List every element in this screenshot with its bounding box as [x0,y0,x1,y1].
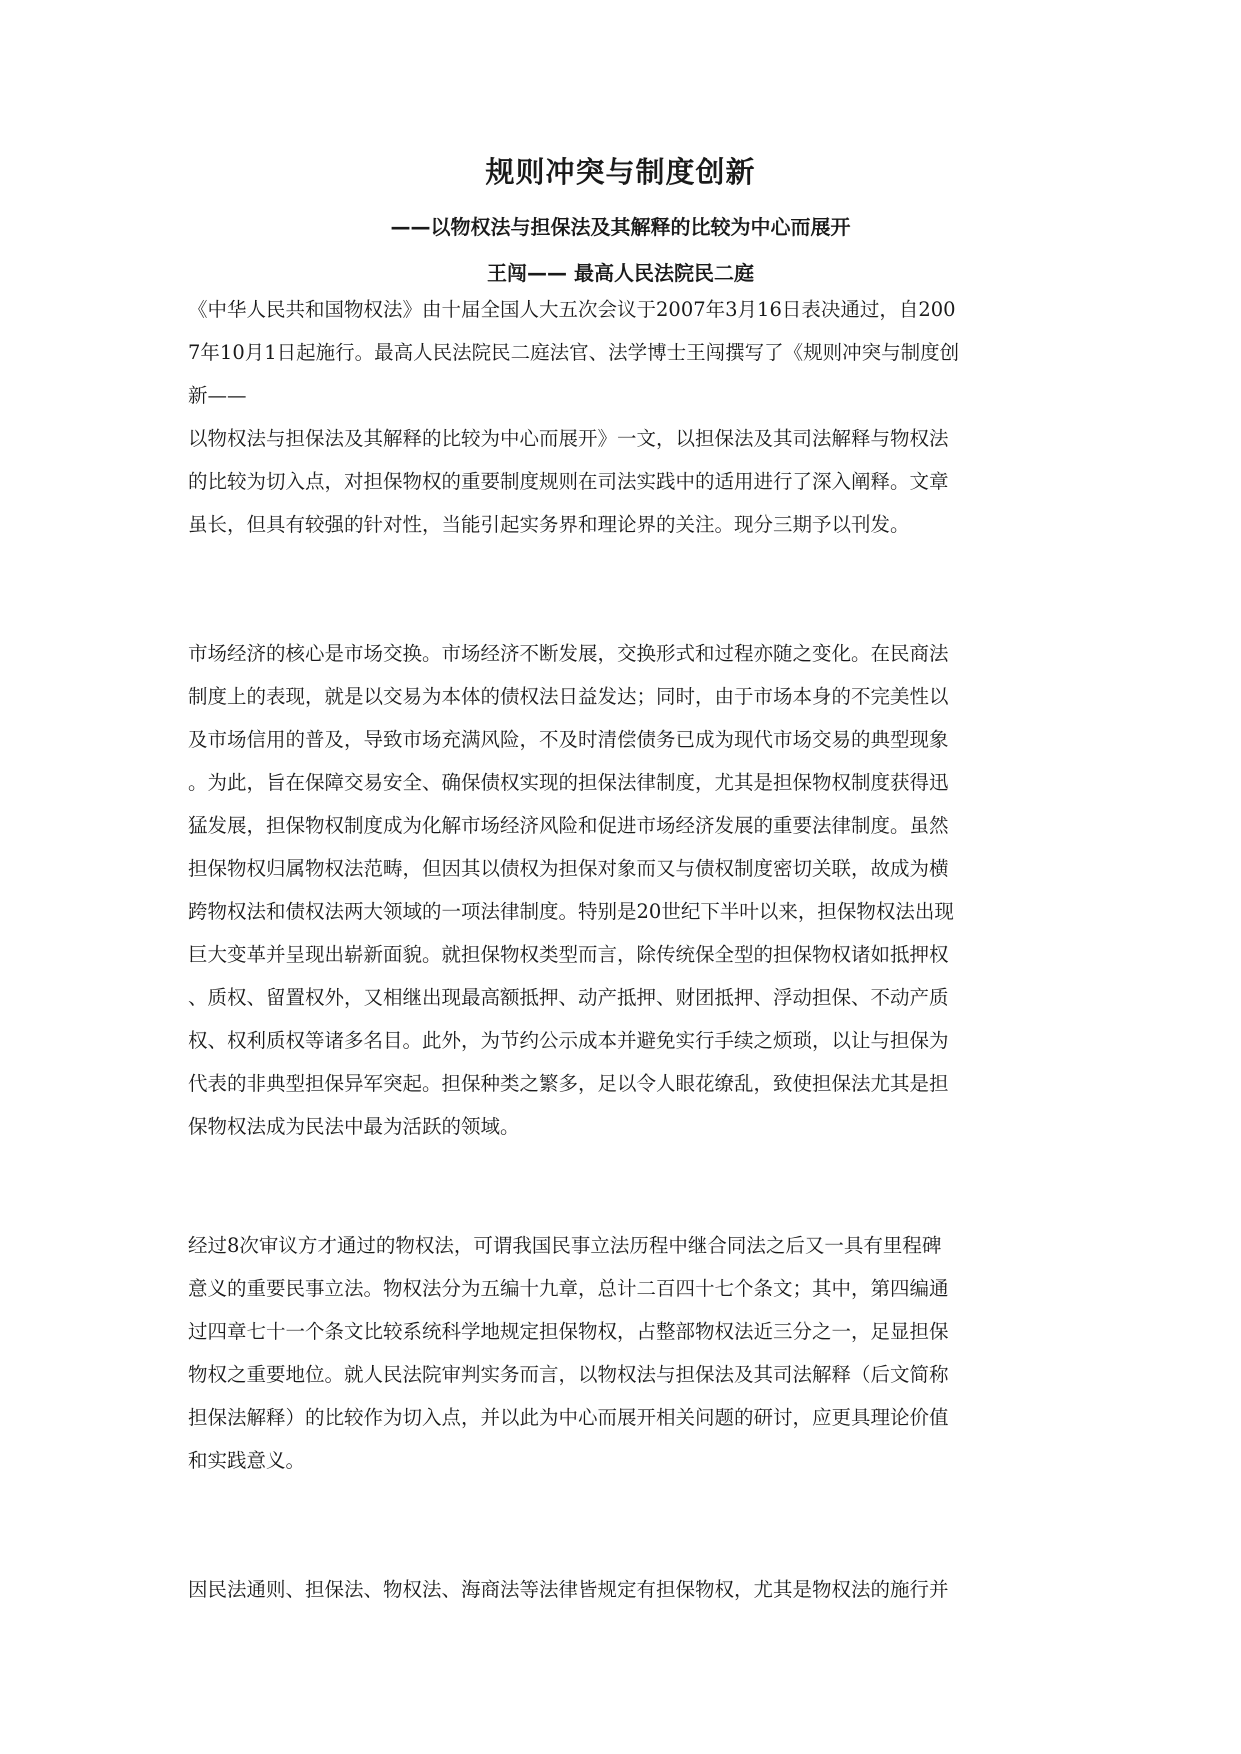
text-line: 猛发展，担保物权制度成为化解市场经济风险和促进市场经济发展的重要法律制度。虽然 [188,814,949,837]
text-line: 代表的非典型担保异军突起。担保种类之繁多，足以令人眼花缭乱，致使担保法尤其是担 [188,1072,949,1095]
text-line: 权、权利质权等诸多名目。此外，为节约公示成本并避免实行手续之烦琐，以让与担保为 [188,1029,949,1052]
text-line: 经过8次审议方才通过的物权法，可谓我国民事立法历程中继合同法之后又一具有里程碑 [188,1234,942,1257]
text-line: 因民法通则、担保法、物权法、海商法等法律皆规定有担保物权，尤其是物权法的施行并 [188,1578,949,1601]
text-line: 的比较为切入点，对担保物权的重要制度规则在司法实践中的适用进行了深入阐释。文章 [188,470,949,493]
body-paragraph-1 [188,632,1054,1148]
document-subtitle: ——以物权法与担保法及其解释的比较为中心而展开 [390,215,851,239]
text-line: 和实践意义。 [188,1449,306,1472]
text-line: 《中华人民共和国物权法》由十届全国人大五次会议于2007年3月16日表决通过，自200 [188,298,956,321]
text-line: 市场经济的核心是市场交换。市场经济不断发展，交换形式和过程亦随之变化。在民商法 [188,642,949,665]
text-line: 物权之重要地位。就人民法院审判实务而言，以物权法与担保法及其司法解释（后文简称 [188,1363,949,1386]
text-line: 及市场信用的普及，导致市场充满风险，不及时清偿债务已成为现代市场交易的典型现象 [188,728,949,751]
text-line: 过四章七十一个条文比较系统科学地规定担保物权，占整部物权法近三分之一，足显担保 [188,1320,949,1343]
document-title: 规则冲突与制度创新 [485,155,756,189]
text-line: 。为此，旨在保障交易安全、确保债权实现的担保法律制度，尤其是担保物权制度获得迅 [188,771,949,794]
author-line: 王闯—— 最高人民法院民二庭 [487,261,754,285]
text-line: 制度上的表现，就是以交易为本体的债权法日益发达；同时，由于市场本身的不完美性以 [188,685,949,708]
text-line: 担保物权归属物权法范畴，但因其以债权为担保对象而又与债权制度密切关联，故成为横 [188,857,949,880]
text-line: 虽长，但具有较强的针对性，当能引起实务界和理论界的关注。现分三期予以刊发。 [188,513,910,536]
text-line: 保物权法成为民法中最为活跃的领域。 [188,1115,520,1138]
text-line: 跨物权法和债权法两大领域的一项法律制度。特别是20世纪下半叶以来，担保物权法出现 [188,900,954,923]
text-line: 新—— [188,384,247,407]
text-line: 以物权法与担保法及其解释的比较为中心而展开》一文，以担保法及其司法解释与物权法 [188,427,949,450]
text-line: 、质权、留置权外，又相继出现最高额抵押、动产抵押、财团抵押、浮动担保、不动产质 [188,986,949,1009]
text-line: 意义的重要民事立法。物权法分为五编十九章，总计二百四十七个条文；其中，第四编通 [188,1277,949,1300]
text-line: 担保法解释）的比较作为切入点，并以此为中心而展开相关问题的研讨，应更具理论价值 [188,1406,949,1429]
intro-paragraph [188,288,1054,546]
body-paragraph-3 [188,1568,1054,1611]
text-line: 7年10月1日起施行。最高人民法院民二庭法官、法学博士王闯撰写了《规则冲突与制度创 [188,341,960,364]
body-paragraph-2 [188,1224,1054,1482]
text-line: 巨大变革并呈现出崭新面貌。就担保物权类型而言，除传统保全型的担保物权诸如抵押权 [188,943,949,966]
